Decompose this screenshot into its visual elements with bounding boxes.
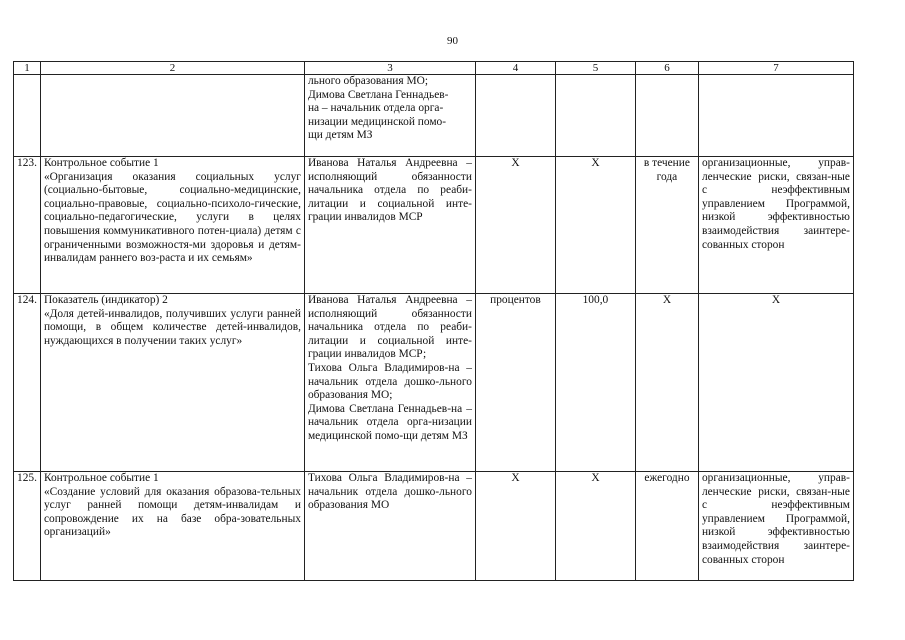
- row-description: Контрольное событие 1 «Организация оказания социальных услуг (социально-бытовые, социально-медицинские, социально-правовые, социально-психоло-гические, социально-педагогические, услуги в целях повышения коммуникативного потен-циала) детям с ограниченными возможностя-ми здоровья и детям-инвалидам раннего воз-раста и их семьям»: [40, 157, 304, 294]
- table-row-124: [14, 294, 854, 472]
- row-responsible: Иванова Наталья Андреевна – исполняющий обязанности начальника отдела по реаби-литации и социальной инте-грации инвалидов МСР: [304, 157, 475, 294]
- row-value: Х: [555, 157, 635, 294]
- header-cell-7: 7: [698, 62, 853, 75]
- table-row-125: [14, 472, 854, 581]
- row-deadline: Х: [635, 294, 698, 472]
- header-cell-3: 3: [304, 62, 475, 75]
- row-number: 124.: [14, 294, 41, 472]
- header-cell-4: 4: [475, 62, 555, 75]
- row-risks: организационные, управ-ленческие риски, связан-ные с неэффективным управлением Программой, низкой эффективностью взаимодействия заинтере-сованных сторон: [698, 472, 853, 581]
- header-cell-1: 1: [14, 62, 41, 75]
- row-unit: Х: [475, 157, 555, 294]
- cont-num-cell: [14, 75, 41, 157]
- cont-col6-cell: [635, 75, 698, 157]
- row-value: 100,0: [555, 294, 635, 472]
- cont-responsible-cell: льного образования МО; Димова Светлана Геннадьев- на – начальник отдела орга- низации медицинской помо- щи детям МЗ: [304, 75, 475, 157]
- row-deadline: ежегодно: [635, 472, 698, 581]
- page-number: 90: [447, 35, 458, 47]
- row-risks: организационные, управ-ленческие риски, связан-ные с неэффективным управлением Программой, низкой эффективностью взаимодействия заинтере-сованных сторон: [698, 157, 853, 294]
- cont-col2-cell: [40, 75, 304, 157]
- row-responsible: Иванова Наталья Андреевна – исполняющий обязанности начальника отдела по реаби-литации и социальной инте-грации инвалидов МСР; Тихова Ольга Владимиров-на – начальник отдела дошко-льного образования МО; Димова Светлана Геннадьев-на – начальник отдела орга-низации медицинской помо-щи детям МЗ: [304, 294, 475, 472]
- header-cell-2: 2: [40, 62, 304, 75]
- continuation-row: [14, 75, 854, 157]
- program-table: [13, 61, 854, 581]
- row-description: Контрольное событие 1 «Создание условий для оказания образова-тельных услуг ранней помощи детям-инвалидам и сопровождение их на базе обра-зовательных организаций»: [40, 472, 304, 581]
- row-unit: Х: [475, 472, 555, 581]
- row-number: 125.: [14, 472, 41, 581]
- row-description: Показатель (индикатор) 2 «Доля детей-инвалидов, получивших услуги ранней помощи, в общем количестве детей-инвалидов, нуждающихся в получении таких услуг»: [40, 294, 304, 472]
- cont-col4-cell: [475, 75, 555, 157]
- header-row: [14, 62, 854, 75]
- header-cell-6: 6: [635, 62, 698, 75]
- row-unit: процентов: [475, 294, 555, 472]
- row-deadline: в течение года: [635, 157, 698, 294]
- cont-col5-cell: [555, 75, 635, 157]
- row-risks: Х: [698, 294, 853, 472]
- row-value: Х: [555, 472, 635, 581]
- header-cell-5: 5: [555, 62, 635, 75]
- table-row-123: [14, 157, 854, 294]
- cont-col7-cell: [698, 75, 853, 157]
- row-responsible: Тихова Ольга Владимиров-на – начальник отдела дошко-льного образования МО: [304, 472, 475, 581]
- row-number: 123.: [14, 157, 41, 294]
